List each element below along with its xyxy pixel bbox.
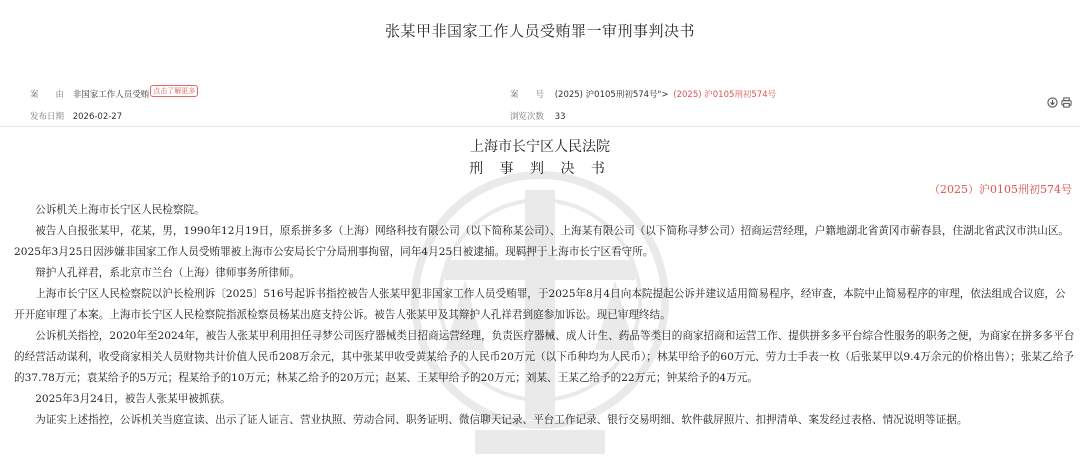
learn-more-badge[interactable]: 点击了解更多: [150, 85, 198, 97]
paragraph: 公诉机关上海市长宁区人民检察院。: [35, 204, 205, 216]
meta-row-views: [510, 110, 566, 122]
paragraph: 上海市长宁区人民检察院以沪长检刑诉〔2025〕516号起诉书指控被告人张某甲犯非国家工作人员受贿罪，于2025年8月4日向本院提起公诉并建议适用简易程序，经审查，本院中止简易程序的审理，依法组成合议庭，公开开庭审理了本案。上海市长宁区人民检察院指派检察员杨某出庭支持公诉。被告人张某甲及其辩护人孔祥君到庭参加诉讼。现已审理终结。: [14, 288, 1066, 321]
paragraph: 公诉机关指控，2020年至2024年，被告人张某甲利用担任寻梦公司医疗器械类目招商运营经理，负责医疗器械、成人计生、药品等类目的商家招商和运营工作、提供拼多多平台综合性服务的职务之便，为商家在拼多多平台的经营活动谋利，收受商家相关人员财物共计价值人民币208万余元，其中张某甲收受黄某给予的人民币20万元（以下币种均为人民币）；林某甲给予的60万元、劳力士手表一枚（后张某甲以9.4万余元的价格出售）；张某乙给予的37.78万元；袁某给予的5万元；程某给予的10万元；林某乙给予的20万元；赵某、王某甲给予的20万元；刘某、王某乙给予的22万元；钟某给予的4万元。: [14, 330, 1075, 384]
meta-row-date: [30, 110, 122, 122]
date-value: 2026-02-27: [72, 112, 123, 122]
case-value-raw: (2025) 沪0105刑初574号">: [554, 90, 669, 100]
toolbar: [1047, 97, 1072, 108]
download-icon[interactable]: [1047, 97, 1058, 108]
paragraph: 2025年3月24日，被告人张某甲被抓获。: [35, 393, 231, 405]
meta-row-cause: [30, 88, 198, 101]
page-title: 张某甲非国家工作人员受贿罪一审刑事判决书: [384, 22, 695, 40]
paragraph: 为证实上述指控，公诉机关当庭宣读、出示了证人证言、营业执照、劳动合同、职务证明、微信聊天记录、平台工作记录、银行交易明细、软件截屏照片、扣押清单、案发经过表格、情况说明等证据。: [35, 414, 968, 426]
paragraph: 被告人自报张某甲，花某，男，1990年12月19日，原系拼多多（上海）网络科技有限公司（以下简称某公司）、上海某有限公司（以下简称寻梦公司）招商运营经理，户籍地湖北省黄冈市蕲春县，住湖北省武汉市洪山区。2025年3月25日因涉嫌非国家工作人员受贿罪被上海市公安局长宁分局刑事拘留，同年4月25日被逮捕。现羁押于上海市长宁区看守所。: [14, 225, 1070, 258]
print-icon[interactable]: [1061, 97, 1072, 108]
case-label: 案 号: [510, 90, 545, 100]
cause-label: 案 由: [30, 90, 65, 100]
court-name: 上海市长宁区人民法院: [470, 139, 610, 155]
date-label: 发布日期: [30, 112, 65, 122]
cause-value: 非国家工作人员受贿: [72, 90, 150, 100]
document-case-number: （2025）沪0105刑初574号: [929, 183, 1072, 196]
judgment-body: [14, 200, 1076, 431]
views-label: 浏览次数: [510, 112, 545, 122]
paragraph: 辩护人孔祥君，系北京市兰台（上海）律师事务所律师。: [35, 267, 301, 279]
case-value-link[interactable]: (2025) 沪0105刑初574号: [673, 90, 777, 100]
document-type: 刑 事 判 决 书: [469, 161, 611, 177]
header-divider: [0, 126, 1080, 127]
meta-row-case: [510, 88, 776, 100]
views-value: 33: [554, 112, 566, 122]
